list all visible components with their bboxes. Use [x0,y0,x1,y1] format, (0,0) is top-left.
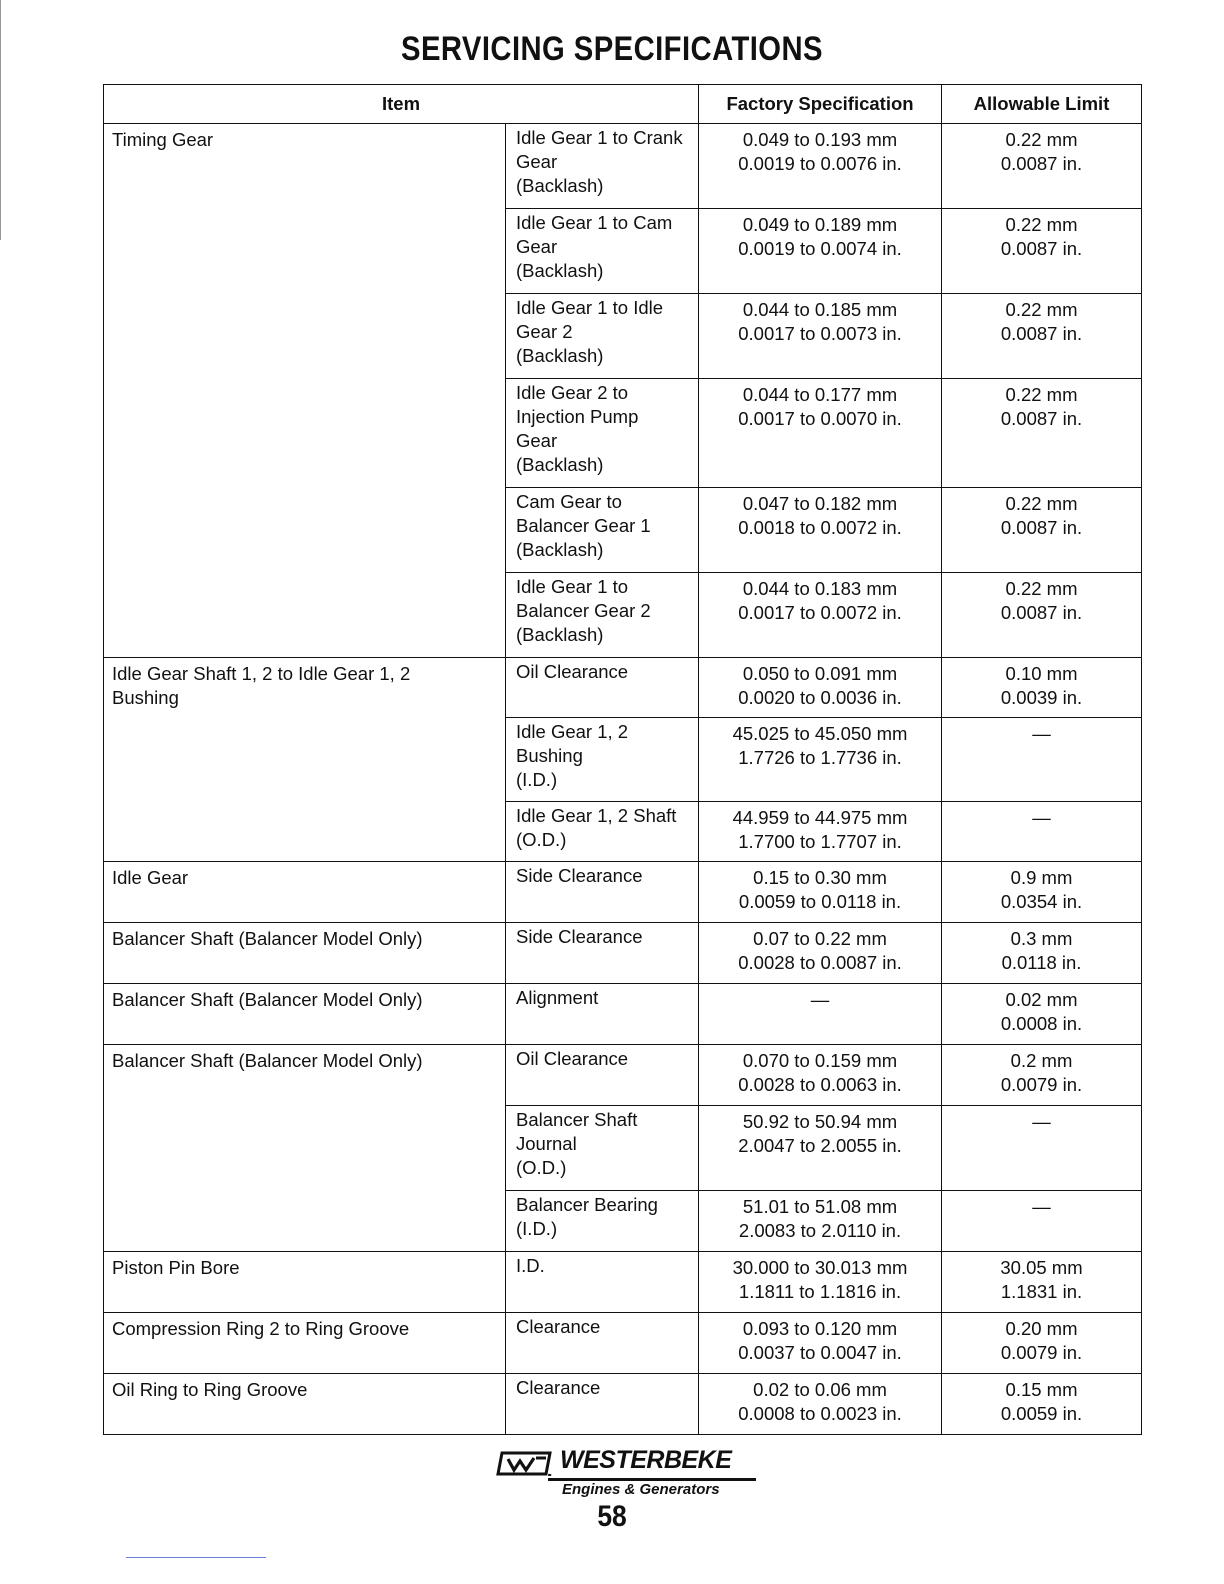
factory-spec-cell: 0.070 to 0.159 mm 0.0028 to 0.0063 in. [699,1045,942,1106]
item-cell: Timing Gear [104,124,506,658]
item-cell: Balancer Shaft (Balancer Model Only) [104,1045,506,1252]
table-row [104,1313,1142,1374]
brand-name: WESTERBEKE [560,1446,732,1474]
item-cell: Idle Gear Shaft 1, 2 to Idle Gear 1, 2 Bushing [104,658,506,862]
sub-item-cell: Idle Gear 1, 2 Shaft (O.D.) [506,802,699,862]
scan-edge-mark [0,0,1,240]
sub-item-cell: Oil Clearance [506,1045,699,1106]
factory-spec-cell: 44.959 to 44.975 mm 1.7700 to 1.7707 in. [699,802,942,862]
table-header-row [104,85,1142,124]
item-cell: Balancer Shaft (Balancer Model Only) [104,984,506,1045]
page-title: SERVICING SPECIFICATIONS [401,30,823,68]
factory-spec-cell: 0.049 to 0.189 mm 0.0019 to 0.0074 in. [699,209,942,294]
factory-spec-cell: 0.044 to 0.185 mm 0.0017 to 0.0073 in. [699,294,942,379]
table-row [104,862,1142,923]
table-row [104,923,1142,984]
allowable-limit-cell: 0.3 mm 0.0118 in. [942,923,1142,984]
westerbeke-emblem-icon [496,1450,552,1476]
factory-spec-cell: 30.000 to 30.013 mm 1.1811 to 1.1816 in. [699,1252,942,1313]
footer-rule [126,1557,266,1558]
allowable-limit-cell: — [942,1106,1142,1191]
item-cell: Idle Gear [104,862,506,923]
table-row [104,984,1142,1045]
table-row [104,1374,1142,1435]
allowable-limit-cell: 30.05 mm 1.1831 in. [942,1252,1142,1313]
table-row [104,1045,1142,1106]
allowable-limit-cell: 0.22 mm 0.0087 in. [942,379,1142,488]
sub-item-cell: Side Clearance [506,923,699,984]
sub-item-cell: Idle Gear 1 to Cam Gear (Backlash) [506,209,699,294]
allowable-limit-cell: 0.15 mm 0.0059 in. [942,1374,1142,1435]
allowable-limit-cell: 0.22 mm 0.0087 in. [942,488,1142,573]
factory-spec-cell: 45.025 to 45.050 mm 1.7726 to 1.7736 in. [699,718,942,802]
factory-spec-cell: 0.044 to 0.183 mm 0.0017 to 0.0072 in. [699,573,942,658]
sub-item-cell: Balancer Shaft Journal (O.D.) [506,1106,699,1191]
item-cell: Piston Pin Bore [104,1252,506,1313]
factory-spec-cell: 50.92 to 50.94 mm 2.0047 to 2.0055 in. [699,1106,942,1191]
sub-item-cell: I.D. [506,1252,699,1313]
sub-item-cell: Cam Gear to Balancer Gear 1 (Backlash) [506,488,699,573]
specifications-table [103,84,1142,1435]
factory-spec-cell: 51.01 to 51.08 mm 2.0083 to 2.0110 in. [699,1191,942,1252]
table-row [104,124,1142,209]
sub-item-cell: Alignment [506,984,699,1045]
allowable-limit-cell: 0.2 mm 0.0079 in. [942,1045,1142,1106]
factory-spec-cell: 0.02 to 0.06 mm 0.0008 to 0.0023 in. [699,1374,942,1435]
allowable-limit-cell: 0.02 mm 0.0008 in. [942,984,1142,1045]
header-item: Item [104,85,699,124]
allowable-limit-cell: 0.20 mm 0.0079 in. [942,1313,1142,1374]
item-cell: Oil Ring to Ring Groove [104,1374,506,1435]
sub-item-cell: Clearance [506,1313,699,1374]
factory-spec-cell: — [699,984,942,1045]
allowable-limit-cell: 0.22 mm 0.0087 in. [942,209,1142,294]
allowable-limit-cell: 0.22 mm 0.0087 in. [942,573,1142,658]
westerbeke-logo [496,1446,760,1502]
item-cell: Compression Ring 2 to Ring Groove [104,1313,506,1374]
sub-item-cell: Idle Gear 1 to Idle Gear 2 (Backlash) [506,294,699,379]
allowable-limit-cell: 0.9 mm 0.0354 in. [942,862,1142,923]
header-allowable-limit: Allowable Limit [942,85,1142,124]
factory-spec-cell: 0.07 to 0.22 mm 0.0028 to 0.0087 in. [699,923,942,984]
factory-spec-cell: 0.047 to 0.182 mm 0.0018 to 0.0072 in. [699,488,942,573]
factory-spec-cell: 0.049 to 0.193 mm 0.0019 to 0.0076 in. [699,124,942,209]
table-row [104,1252,1142,1313]
sub-item-cell: Balancer Bearing (I.D.) [506,1191,699,1252]
sub-item-cell: Idle Gear 1, 2 Bushing (I.D.) [506,718,699,802]
header-factory-specification: Factory Specification [699,85,942,124]
sub-item-cell: Idle Gear 1 to Balancer Gear 2 (Backlash) [506,573,699,658]
allowable-limit-cell: — [942,1191,1142,1252]
item-cell: Balancer Shaft (Balancer Model Only) [104,923,506,984]
brand-tagline: Engines & Generators [562,1481,720,1498]
allowable-limit-cell: — [942,718,1142,802]
sub-item-cell: Idle Gear 1 to Crank Gear (Backlash) [506,124,699,209]
factory-spec-cell: 0.050 to 0.091 mm 0.0020 to 0.0036 in. [699,658,942,718]
factory-spec-cell: 0.15 to 0.30 mm 0.0059 to 0.0118 in. [699,862,942,923]
allowable-limit-cell: 0.22 mm 0.0087 in. [942,294,1142,379]
page-number: 58 [597,1500,627,1533]
allowable-limit-cell: 0.10 mm 0.0039 in. [942,658,1142,718]
sub-item-cell: Side Clearance [506,862,699,923]
sub-item-cell: Idle Gear 2 to Injection Pump Gear (Backlash) [506,379,699,488]
factory-spec-cell: 0.093 to 0.120 mm 0.0037 to 0.0047 in. [699,1313,942,1374]
allowable-limit-cell: — [942,802,1142,862]
factory-spec-cell: 0.044 to 0.177 mm 0.0017 to 0.0070 in. [699,379,942,488]
table-row [104,658,1142,718]
sub-item-cell: Clearance [506,1374,699,1435]
sub-item-cell: Oil Clearance [506,658,699,718]
allowable-limit-cell: 0.22 mm 0.0087 in. [942,124,1142,209]
